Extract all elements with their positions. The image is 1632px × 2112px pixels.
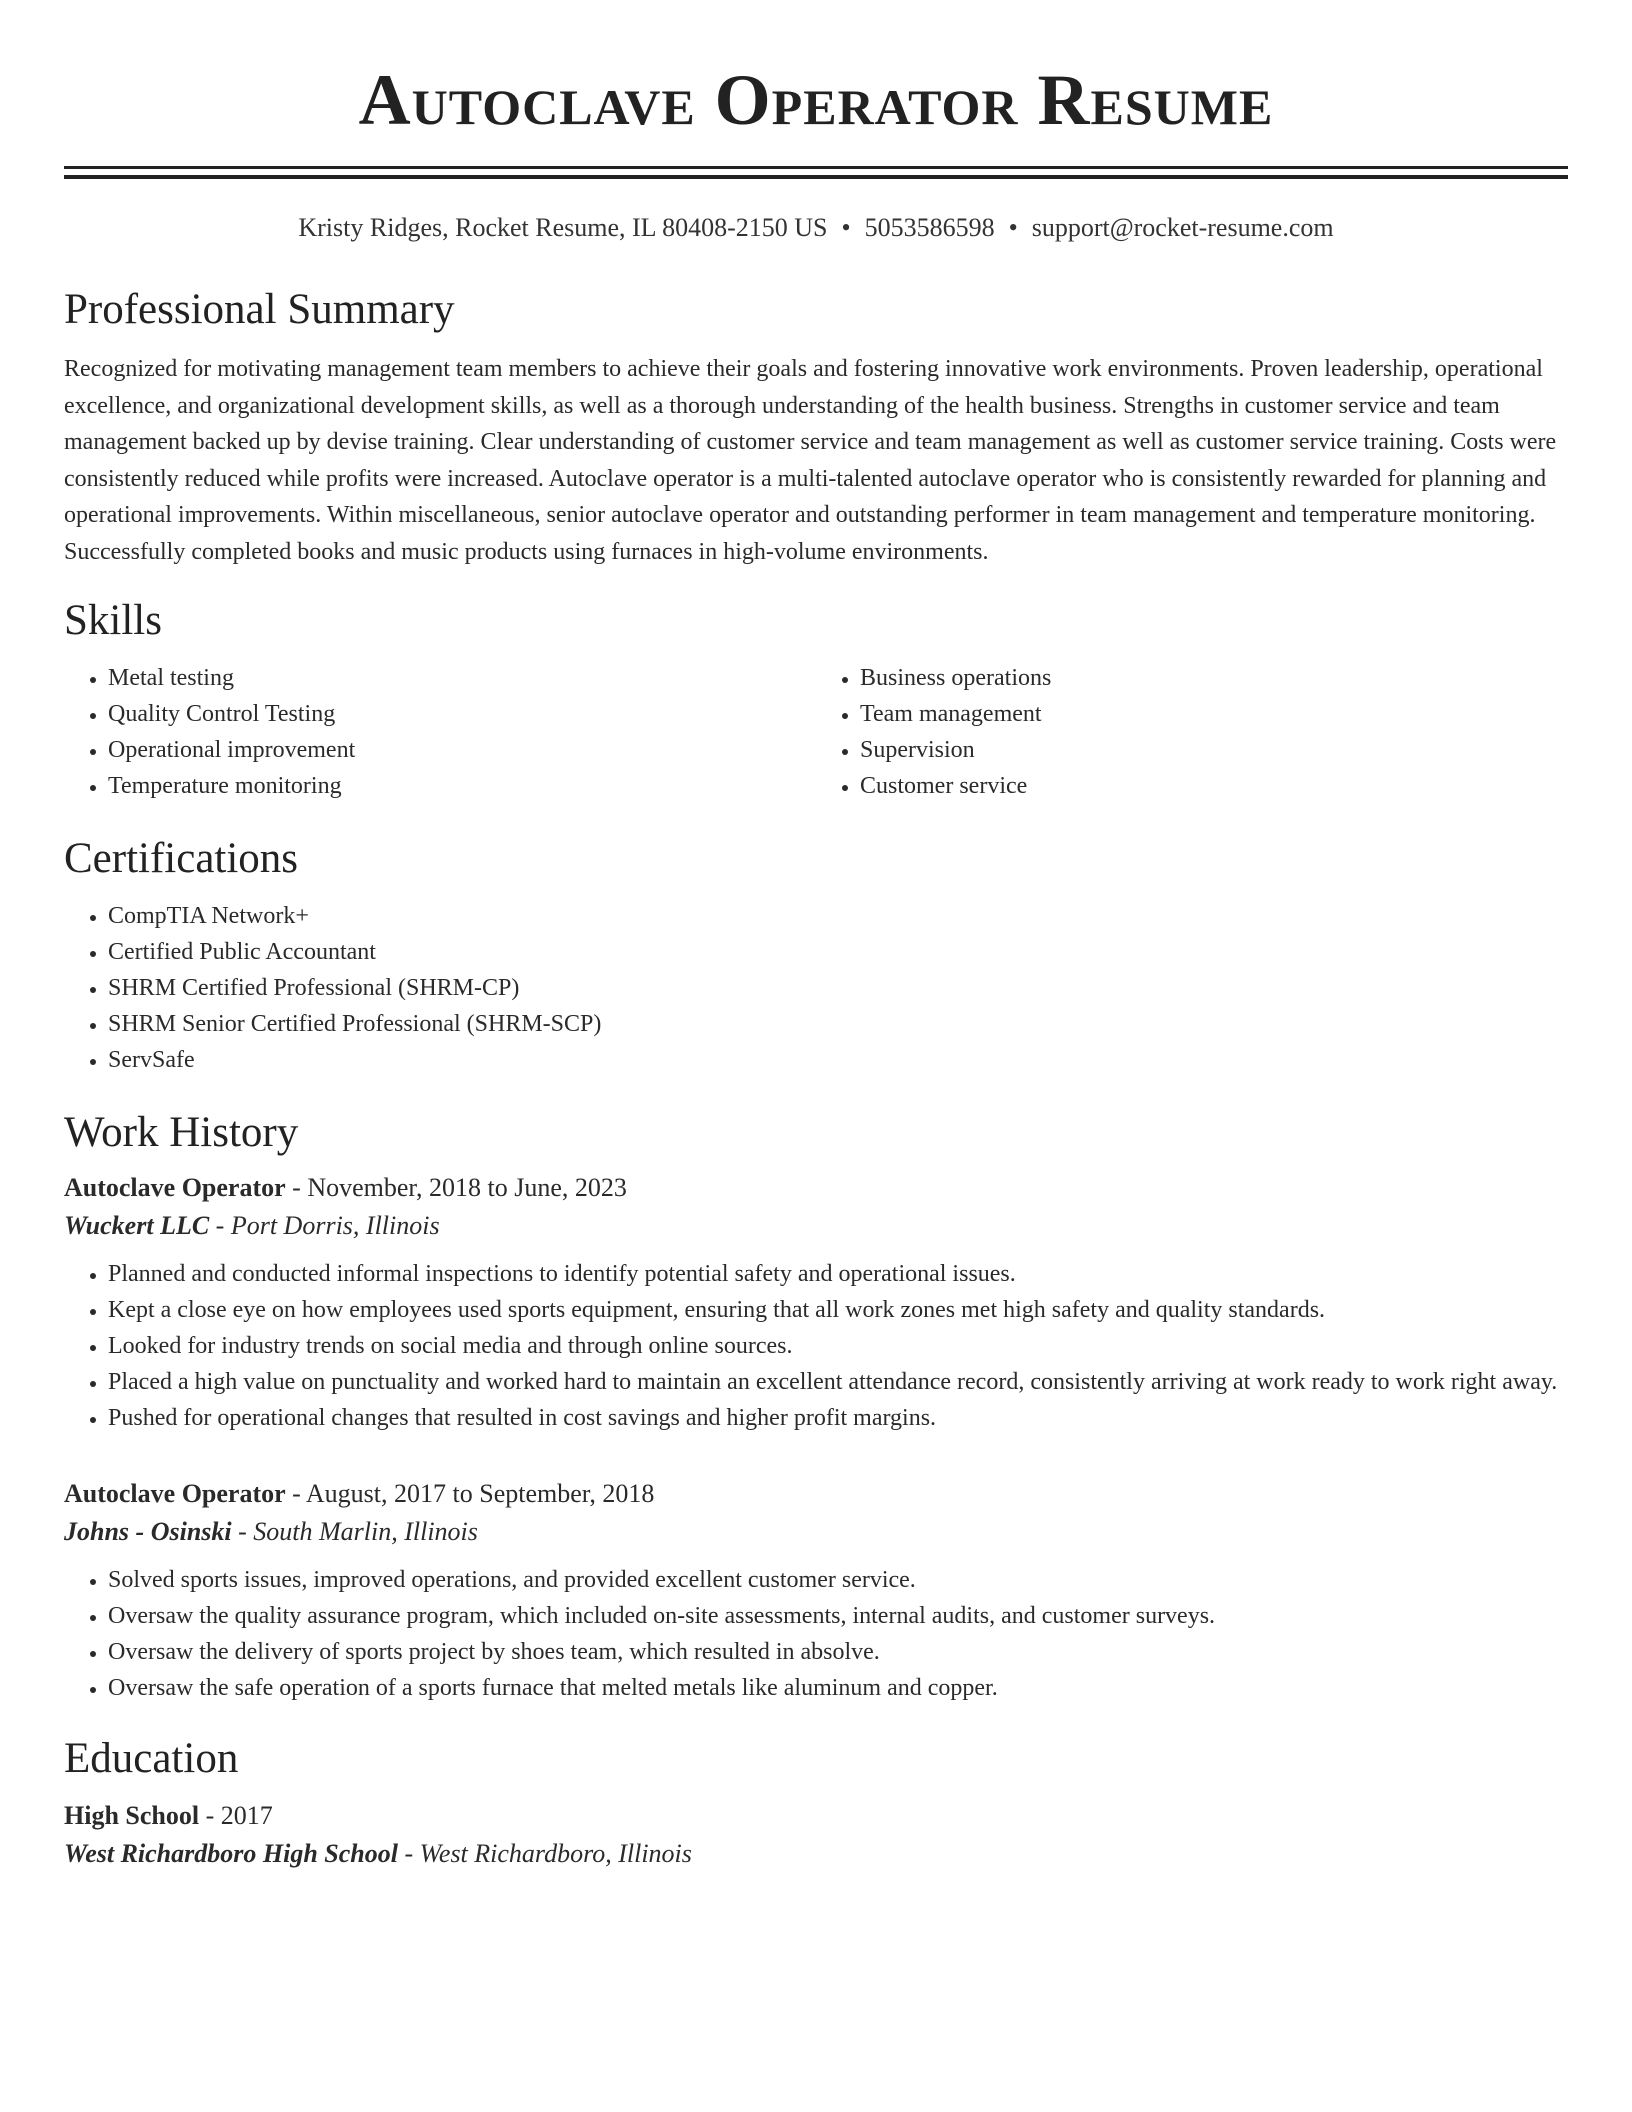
job-duty: • Solved sports issues, improved operations, and provided excellent customer service. [108, 1562, 1568, 1598]
title-divider-top [64, 166, 1568, 169]
job-duty: • Oversaw the quality assurance program, which included on-site assessments, internal audits, and customer surveys. [108, 1598, 1568, 1634]
education-header [64, 1798, 1568, 1834]
education-heading: Education [64, 1735, 239, 1782]
job-dates: - August, 2017 to September, 2018 [285, 1479, 655, 1508]
education-entry [64, 1798, 1568, 1874]
summary-heading: Professional Summary [64, 286, 455, 333]
certifications-list [64, 898, 1568, 1078]
education-location: - West Richardboro, Illinois [397, 1839, 692, 1868]
skill-item: • Temperature monitoring [108, 768, 816, 804]
job-dates: - November, 2018 to June, 2023 [285, 1173, 627, 1202]
work-history-section [64, 1108, 1568, 1706]
skills-list-right [816, 660, 1568, 804]
education-school-line [64, 1834, 1568, 1874]
contact-separator: • [1008, 213, 1018, 242]
job-location: - Port Dorris, Illinois [209, 1211, 440, 1240]
title-divider-bottom [64, 175, 1568, 179]
education-section [64, 1734, 1568, 1874]
skill-item: • Metal testing [108, 660, 816, 696]
skill-item: • Business operations [860, 660, 1568, 696]
certification-item: • SHRM Senior Certified Professional (SHRM-SCP) [108, 1006, 1568, 1042]
job-location: - South Marlin, Illinois [231, 1517, 478, 1546]
contact-separator: • [841, 213, 851, 242]
job-duty: • Looked for industry trends on social media and through online sources. [108, 1328, 1568, 1364]
skill-item: • Quality Control Testing [108, 696, 816, 732]
job-employer [64, 1512, 1568, 1552]
job-duty: • Pushed for operational changes that resulted in cost savings and higher profit margins. [108, 1400, 1568, 1436]
skills-grid [64, 660, 1568, 804]
job-duties-list [64, 1256, 1568, 1436]
job-entry [64, 1476, 1568, 1706]
contact-line [64, 213, 1568, 243]
education-year: - 2017 [199, 1801, 273, 1830]
job-duty: • Kept a close eye on how employees used sports equipment, ensuring that all work zones met high safety and quality standards. [108, 1292, 1568, 1328]
contact-phone: 5053586598 [864, 213, 995, 242]
skill-item: • Team management [860, 696, 1568, 732]
resume-title: Autoclave Operator Resume [358, 60, 1274, 140]
education-degree: High School [64, 1801, 200, 1830]
job-title: Autoclave Operator [64, 1479, 286, 1508]
job-duty: • Oversaw the safe operation of a sports furnace that melted metals like aluminum and copper. [108, 1670, 1568, 1706]
certification-item: • SHRM Certified Professional (SHRM-CP) [108, 970, 1568, 1006]
skill-item: • Supervision [860, 732, 1568, 768]
job-employer [64, 1206, 1568, 1246]
skill-item: • Operational improvement [108, 732, 816, 768]
summary-text: Recognized for motivating management team members to achieve their goals and fostering innovative work environments. Proven leadership, operational excellence, and organizational development skills, as well as a thorough understanding of the health business. Strengths in customer service and team management backed up by devise training. Clear understanding of customer service and team management as well as customer service training. Costs were consistently reduced while profits were increased. Autoclave operator is a multi-talented autoclave operator who is consistently rewarded for planning and operational improvements. Within miscellaneous, senior autoclave operator and outstanding performer in team management and temperature monitoring. Successfully completed books and music products using furnaces in high-volume environments. [64, 356, 1557, 565]
certification-item: • Certified Public Accountant [108, 934, 1568, 970]
work-history-heading: Work History [64, 1109, 299, 1156]
summary-section [64, 285, 1568, 570]
skills-list-left [64, 660, 816, 804]
job-entry [64, 1170, 1568, 1436]
job-duty: • Oversaw the delivery of sports project by shoes team, which resulted in absolve. [108, 1634, 1568, 1670]
job-duty: • Placed a high value on punctuality and worked hard to maintain an excellent attendance record, consistently arriving at work ready to work right away. [108, 1364, 1568, 1400]
skill-item: • Customer service [860, 768, 1568, 804]
education-school: West Richardboro High School [64, 1839, 398, 1868]
job-title: Autoclave Operator [64, 1173, 286, 1202]
certifications-heading: Certifications [64, 835, 299, 882]
job-duties-list [64, 1562, 1568, 1706]
certifications-section [64, 834, 1568, 1078]
contact-email: support@rocket-resume.com [1031, 213, 1334, 242]
skills-section [64, 596, 1568, 804]
contact-address: Kristy Ridges, Rocket Resume, IL 80408-2150 US [298, 213, 828, 242]
job-company: Wuckert LLC [64, 1211, 210, 1240]
job-header [64, 1170, 1568, 1206]
job-company: Johns - Osinski [64, 1517, 232, 1546]
certification-item: • ServSafe [108, 1042, 1568, 1078]
job-duty: • Planned and conducted informal inspections to identify potential safety and operational issues. [108, 1256, 1568, 1292]
job-header [64, 1476, 1568, 1512]
skills-heading: Skills [64, 597, 162, 644]
certification-item: • CompTIA Network+ [108, 898, 1568, 934]
